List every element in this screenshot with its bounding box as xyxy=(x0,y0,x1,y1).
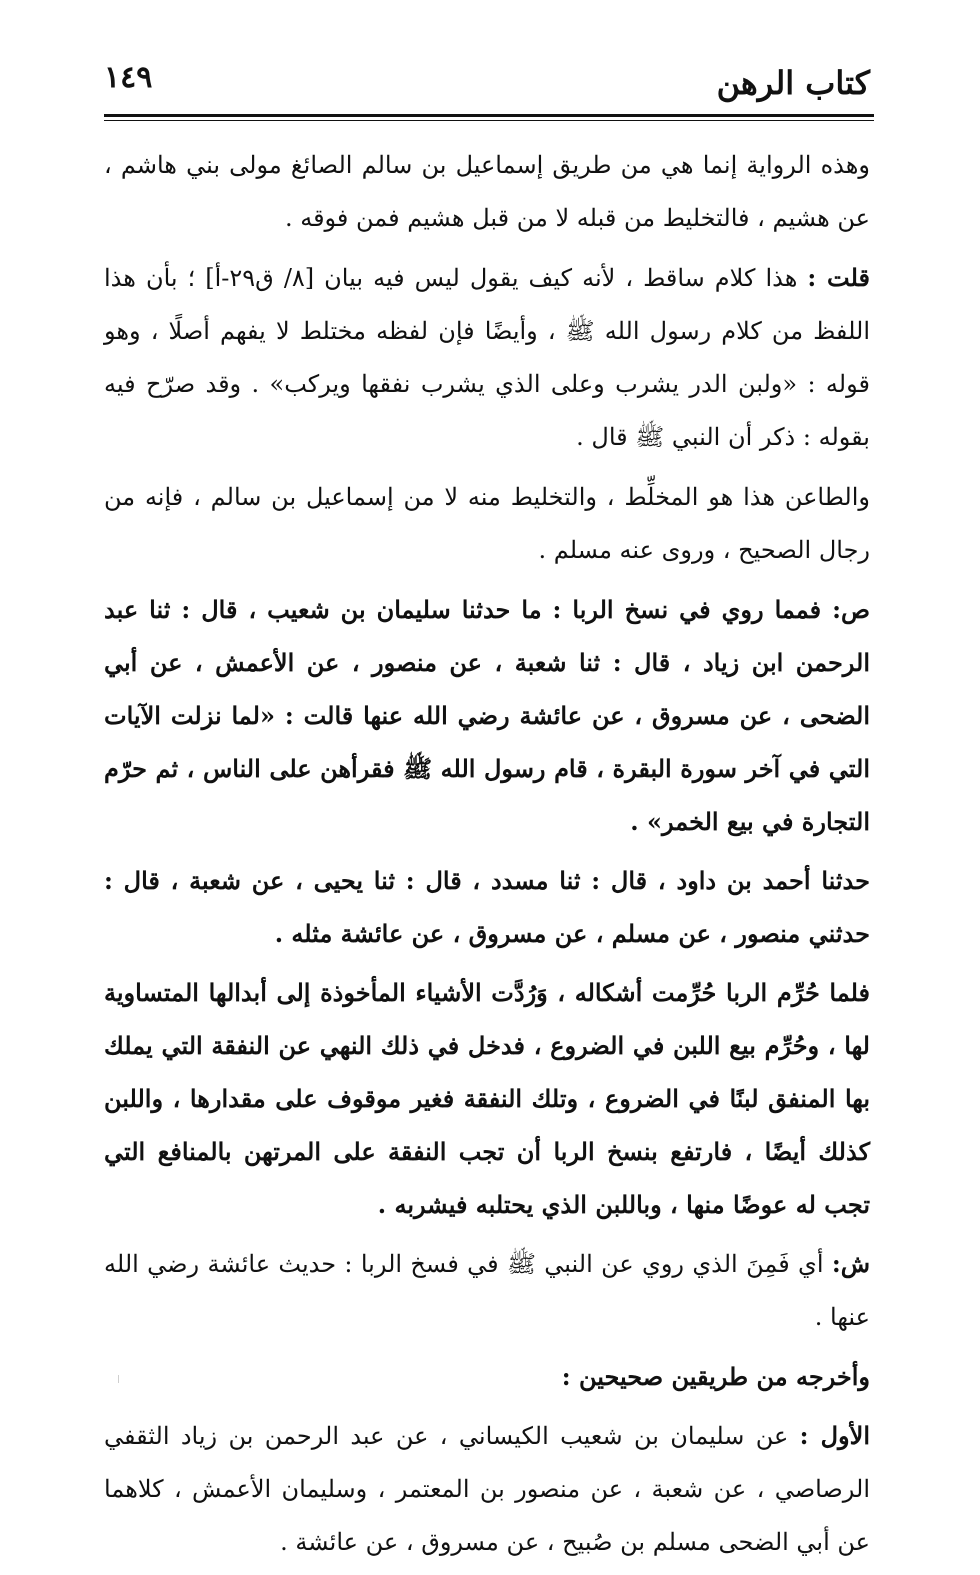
paragraph-6 xyxy=(104,966,870,1231)
paragraph-3 xyxy=(104,470,870,577)
paragraph-4 xyxy=(104,583,870,848)
paragraph-lead: ش: xyxy=(831,1249,870,1278)
page-number: ١٤٩ xyxy=(104,60,153,95)
paragraph-7 xyxy=(104,1237,870,1344)
paragraph-5 xyxy=(104,854,870,960)
paragraph-9 xyxy=(104,1409,870,1569)
paragraph-text: فمما روي في نسخ الربا : ما حدثنا سليمان بن شعيب ، قال : ثنا عبد الرحمن ابن زياد ، قال : ثنا شعبة ، عن منصور ، عن الأعمش ، عن أبي الضحى ، عن مسروق ، عن عائشة رضي الله عنها قالت : «لما نزلت الآيات التي في آخر سورة البقرة ، قام رسول الله ﷺ فقرأهن على الناس ، ثم حرّم التجارة في بيع الخمر» . xyxy=(104,595,870,836)
paragraph-lead: الأول : xyxy=(799,1421,870,1450)
page-header xyxy=(104,58,870,110)
paragraph-text: هذا كلام ساقط ، لأنه كيف يقول ليس فيه بيان [٨/ ق٢٩-أ] ؛ بأن هذا اللفظ من كلام رسول الله ﷺ ، وأيضًا فإن لفظه مختلط لا يفهم أصلًا ، وهو قوله : «ولبن الدر يشرب وعلى الذي يشرب نفقها ويركب» . وقد صرّح فيه بقوله : ذكر أن النبي ﷺ قال . xyxy=(104,264,870,451)
paragraph-lead: قلت : xyxy=(807,263,870,292)
paragraph-8 xyxy=(104,1350,870,1403)
page-margin-mark xyxy=(118,1375,119,1383)
paragraph-text: وهذه الرواية إنما هي من طريق إسماعيل بن سالم الصائغ مولى بني هاشم ، عن هشيم ، فالتخليط من قبله لا من قبل هشيم فمن فوقه . xyxy=(104,151,870,232)
paragraph-text: عن سليمان بن شعيب الكيساني ، عن عبد الرحمن بن زياد الثقفي الرصاصي ، عن شعبة ، عن منصور بن المعتمر ، وسليمان الأعمش ، كلاهما عن أبي الضحى مسلم بن صُبيح ، عن مسروق ، عن عائشة . xyxy=(104,1422,870,1556)
running-title: كتاب الرهن xyxy=(716,64,870,102)
page-body xyxy=(104,138,870,1575)
header-rule-thick xyxy=(104,114,874,117)
paragraph-text: فلما حُرِّم الربا حُرِّمت أشكاله ، وَرُدَّت الأشياء المأخوذة إلى أبدالها المتساوية لها ، وحُرِّم بيع اللبن في الضروع ، فدخل في ذلك النهي عن النفقة التي يملك بها المنفق لبنًا في الضروع ، وتلك النفقة فغير موقوف على مقدارها ، واللبن كذلك أيضًا ، فارتفع بنسخ الربا أن تجب النفقة على المرتهن بالمنافع التي تجب له عوضًا منها ، وباللبن الذي يحتلبه فيشربه . xyxy=(104,978,870,1219)
paragraph-1 xyxy=(104,138,870,245)
header-rule-thin xyxy=(104,120,874,121)
paragraph-text: والطاعن هذا هو المخلِّط ، والتخليط منه لا من إسماعيل بن سالم ، فإنه من رجال الصحيح ، وروى عنه مسلم . xyxy=(104,483,870,564)
paragraph-2 xyxy=(104,251,870,464)
paragraph-text: وأخرجه من طريقين صحيحين : xyxy=(561,1362,870,1391)
paragraph-lead: ص: xyxy=(832,595,870,624)
paragraph-text: حدثنا أحمد بن داود ، قال : ثنا مسدد ، قال : ثنا يحيى ، عن شعبة ، قال : حدثني منصور ، عن مسلم ، عن مسروق ، عن عائشة مثله . xyxy=(104,866,870,948)
paragraph-text: أي فَمِنَ الذي روي عن النبي ﷺ في فسخ الربا : حديث عائشة رضي الله عنها . xyxy=(104,1250,870,1331)
